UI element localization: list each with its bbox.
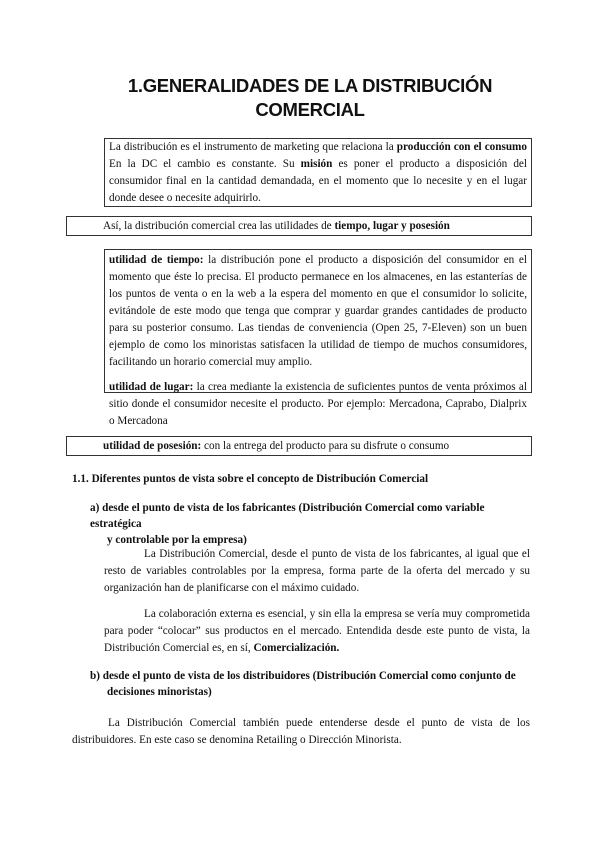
section-a-heading-line1: a) desde el punto de vista de los fabricantes (Distribución Comercial como variable estratégica <box>90 502 485 530</box>
utilidad-posesion-label: utilidad de posesión: <box>103 440 202 452</box>
utilities-bold: tiempo, lugar y posesión <box>334 220 450 232</box>
definition-bold-mision: misión <box>300 158 333 170</box>
section-b-heading-line2: decisiones minoristas) <box>107 686 212 698</box>
definition-text-part2: En la DC el cambio es constante. Su <box>109 158 301 170</box>
utilidad-tiempo-text: la distribución pone el producto a disposición del consumidor en el momento que éste lo precisa. El producto permanece en los almacenes, en las estanterías de los puntos de venta o en la web a la espera del momento en que el consumidor lo solicite, evitándole de este modo que tenga que comprar y guardar grandes cantidades de producto para su posterior consumo. Las tiendas de conveniencia (Open 25, 7-Eleven) son un buen ejemplo de como los minoristas satisfacen la utilidad de tiempo de muchos consumidores, facilitando un horario comercial muy amplio. <box>109 254 527 368</box>
utilidad-tiempo-paragraph <box>109 252 527 371</box>
utility-detail-box <box>104 249 532 427</box>
comercializacion-bold: Comercialización. <box>253 642 340 654</box>
definition-text-part1: La distribución es el instrumento de marketing que relaciona la <box>109 141 397 153</box>
section-a-heading <box>90 500 530 548</box>
paragraph-fabricantes-2-text: La colaboración externa es esencial, y sin ella la empresa se vería muy comprometida para poder “colocar” sus productos en el mercado. Entendida desde este punto de vista, la Distribución Comercial es, en sí, <box>104 608 530 654</box>
paragraph-fabricantes-2 <box>104 606 530 657</box>
utilidad-lugar-paragraph <box>109 379 527 430</box>
definition-bold-produccion: producción con el consumo <box>396 141 527 153</box>
utilidad-posesion-paragraph <box>103 438 527 455</box>
utilities-box <box>66 216 532 236</box>
paragraph-distribuidores: La Distribución Comercial también puede entenderse desde el punto de vista de los distribuidores. En este caso se denomina Retailing o Dirección Minorista. <box>72 717 530 746</box>
utilidad-lugar-label: utilidad de lugar: <box>109 381 194 393</box>
page-title-line1: 1.GENERALIDADES DE LA DISTRIBUCIÓN <box>127 75 493 96</box>
page-title-line2: COMERCIAL <box>255 99 365 120</box>
section-1-1-heading: 1.1. Diferentes puntos de vista sobre el concepto de Distribución Comercial <box>72 473 429 485</box>
utilidad-posesion-text: con la entrega del producto para su disfrute o consumo <box>201 440 450 452</box>
definition-text <box>109 139 527 207</box>
definition-text-part3: es poner el producto a disposición del consumidor final en la cantidad demandada, en el momento que lo necesite y en el lugar donde desee o necesite adquirirlo. <box>109 158 528 204</box>
posesion-box <box>66 436 532 456</box>
paragraph-fabricantes-1: La Distribución Comercial, desde el punto de vista de los fabricantes, al igual que el resto de variables controlables por la empresa, forma parte de la oferta del mercado y su organización han de planificarse con el máximo cuidado. <box>104 548 530 594</box>
definition-box <box>104 138 532 207</box>
section-b-heading-line1: b) desde el punto de vista de los distribuidores (Distribución Comercial como conjunto de <box>90 670 516 682</box>
utilities-text-part1: Así, la distribución comercial crea las utilidades de <box>103 220 335 232</box>
utilidad-lugar-text: la crea mediante la existencia de suficientes puntos de venta próximos al sitio donde el consumidor necesite el producto. Por ejemplo: Mercadona, Caprabo, Dialprix o Mercadona <box>109 381 527 427</box>
section-a-heading-line2: y controlable por la empresa) <box>107 534 247 546</box>
utilities-text <box>103 218 527 235</box>
utilidad-tiempo-label: utilidad de tiempo: <box>109 254 204 266</box>
section-b-heading <box>90 668 530 700</box>
page-title <box>90 74 530 122</box>
